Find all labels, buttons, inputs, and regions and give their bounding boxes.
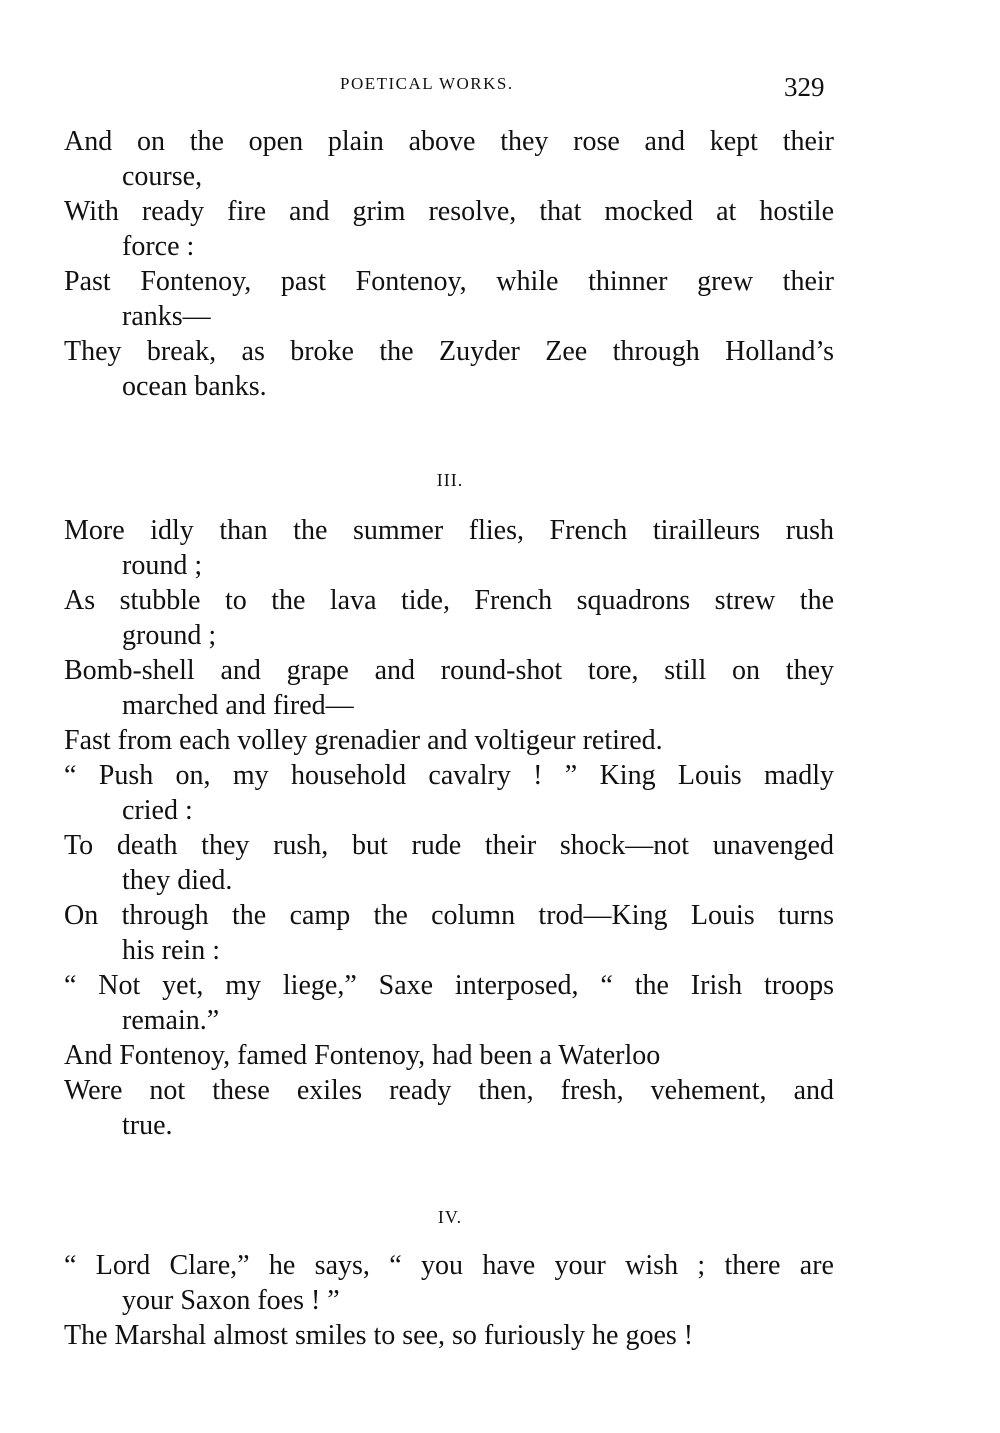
page-header xyxy=(0,72,1000,102)
verse-line-text: With ready fire and grim resolve, that mocked at hostile xyxy=(64,196,834,227)
running-head: POETICAL WORKS. xyxy=(340,74,514,93)
verse-line xyxy=(64,653,834,723)
verse-line xyxy=(64,1038,834,1073)
verse-line-continuation: your Saxon foes ! ” xyxy=(122,1285,340,1316)
verse-line xyxy=(64,723,834,758)
verse-line xyxy=(64,264,834,334)
verse-line-continuation: ocean banks. xyxy=(122,371,267,402)
section-numeral-iii: III. xyxy=(436,470,464,490)
stanza-continued xyxy=(64,124,834,404)
verse-line xyxy=(64,828,834,898)
verse-line-text: On through the camp the column trod—King Louis turns xyxy=(64,900,834,931)
stanza-iii xyxy=(64,513,834,1143)
verse-line-continuation: marched and fired— xyxy=(122,690,354,721)
verse-line-text: To death they rush, but rude their shock—not unavenged xyxy=(64,830,834,861)
verse-line-continuation: true. xyxy=(122,1110,173,1141)
verse-line-text: As stubble to the lava tide, French squadrons strew the xyxy=(64,585,834,616)
verse-line-text: They break, as broke the Zuyder Zee through Holland’s xyxy=(64,336,834,367)
verse-line-text: “ Not yet, my liege,” Saxe interposed, “ the Irish troops xyxy=(64,970,834,1001)
verse-line-text: Bomb-shell and grape and round-shot tore, still on they xyxy=(64,655,834,686)
verse-line-continuation: round ; xyxy=(122,550,203,581)
stanza-iv xyxy=(64,1248,834,1353)
verse-line xyxy=(64,1248,834,1318)
verse-line xyxy=(64,334,834,404)
verse-line-text: And on the open plain above they rose and kept their xyxy=(64,126,834,157)
verse-line-text: Fast from each volley grenadier and voltigeur retired. xyxy=(64,725,663,756)
verse-line-continuation: course, xyxy=(122,161,203,192)
verse-line-text: “ Lord Clare,” he says, “ you have your wish ; there are xyxy=(64,1250,834,1281)
verse-line-text: Past Fontenoy, past Fontenoy, while thinner grew their xyxy=(64,266,834,297)
verse-line xyxy=(64,758,834,828)
verse-line-continuation: ranks— xyxy=(122,301,211,332)
verse-line xyxy=(64,1073,834,1143)
verse-line xyxy=(64,194,834,264)
verse-line xyxy=(64,1318,834,1353)
verse-line xyxy=(64,513,834,583)
verse-line-continuation: his rein : xyxy=(122,935,220,966)
verse-line-continuation: force : xyxy=(122,231,195,262)
verse-line-text: Were not these exiles ready then, fresh, vehement, and xyxy=(64,1075,834,1106)
verse-line xyxy=(64,124,834,194)
verse-line-text: And Fontenoy, famed Fontenoy, had been a Waterloo xyxy=(64,1040,661,1071)
verse-line-text: More idly than the summer flies, French tirailleurs rush xyxy=(64,515,834,546)
section-numeral-iv: IV. xyxy=(437,1207,463,1227)
verse-line-continuation: cried : xyxy=(122,795,193,826)
page-number: 329 xyxy=(784,72,825,102)
verse-line-text: “ Push on, my household cavalry ! ” King Louis madly xyxy=(64,760,834,791)
verse-line xyxy=(64,898,834,968)
verse-line xyxy=(64,583,834,653)
verse-line-text: The Marshal almost smiles to see, so furiously he goes ! xyxy=(64,1320,694,1351)
verse-line-continuation: ground ; xyxy=(122,620,217,651)
verse-line-continuation: remain.” xyxy=(122,1005,220,1036)
verse-line-continuation: they died. xyxy=(122,865,233,896)
verse-line xyxy=(64,968,834,1038)
